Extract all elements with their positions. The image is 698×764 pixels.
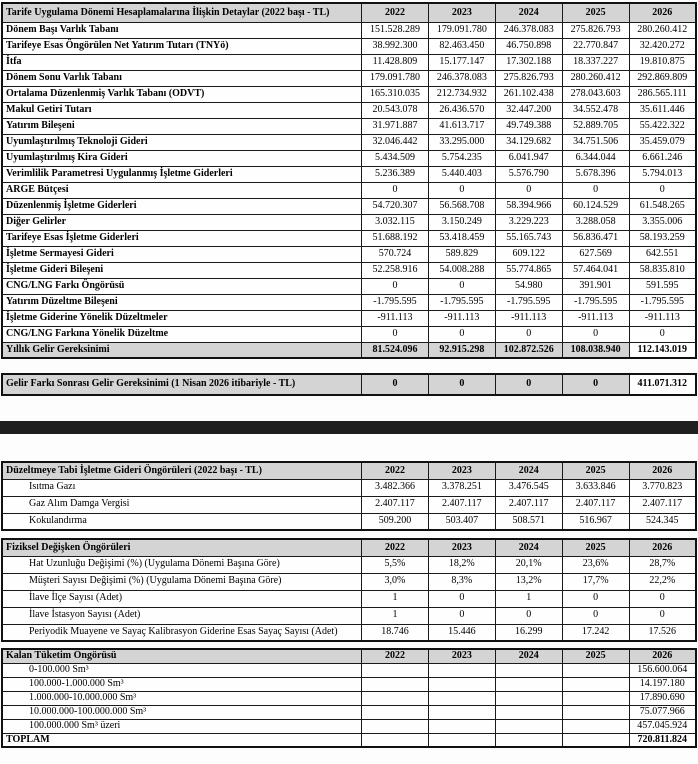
value-cell: 508.571 (495, 513, 562, 530)
value-cell: -1.795.595 (495, 294, 562, 310)
table-row (2, 134, 696, 150)
value-cell: 18.337.227 (562, 54, 629, 70)
value-cell (362, 719, 429, 733)
value-cell: -911.113 (562, 310, 629, 326)
value-cell: 16.299 (495, 624, 562, 641)
value-cell: 516.967 (562, 513, 629, 530)
value-cell: 20,1% (495, 556, 562, 573)
value-cell: 5,5% (362, 556, 429, 573)
value-cell: 31.971.887 (362, 118, 429, 134)
table-row (2, 691, 696, 705)
row-label: Yatırım Bileşeni (2, 118, 362, 134)
value-cell (495, 719, 562, 733)
row-label: Düzenlenmiş İşletme Giderleri (2, 198, 362, 214)
value-cell: -911.113 (629, 310, 696, 326)
year-column-header: 2022 (362, 462, 429, 479)
row-label: Müşteri Sayısı Değişimi (%) (Uygulama Dönemi Başına Göre) (2, 573, 362, 590)
value-cell (428, 719, 495, 733)
row-label: CNG/LNG Farkı Öngörüsü (2, 278, 362, 294)
table-fiziksel-degisken-ongoruleri (1, 538, 697, 642)
value-cell: 57.464.041 (562, 262, 629, 278)
value-cell (428, 691, 495, 705)
table-row (2, 230, 696, 246)
table-row (2, 663, 696, 677)
value-cell: -1.795.595 (629, 294, 696, 310)
value-cell: 14.197.180 (629, 677, 696, 691)
value-cell: 0 (562, 326, 629, 342)
value-cell: -1.795.595 (562, 294, 629, 310)
value-cell: 61.548.265 (629, 198, 696, 214)
value-cell (562, 733, 629, 747)
table-row (2, 118, 696, 134)
row-label: Dönem Başı Varlık Tabanı (2, 22, 362, 38)
row-label: ARGE Bütçesi (2, 182, 362, 198)
row-label: Gaz Alım Damga Vergisi (2, 496, 362, 513)
value-cell: 22,2% (629, 573, 696, 590)
value-cell: 58.394.966 (495, 198, 562, 214)
value-cell (495, 663, 562, 677)
table-header-row (2, 649, 696, 663)
year-column-header: 2024 (495, 3, 562, 22)
value-cell: 570.724 (362, 246, 429, 262)
value-cell (362, 677, 429, 691)
value-cell (428, 705, 495, 719)
value-cell: 1 (362, 607, 429, 624)
value-cell (562, 705, 629, 719)
row-label: 10.000.000-100.000.000 Sm³ (2, 705, 362, 719)
value-cell: 0 (495, 326, 562, 342)
value-cell: 3.150.249 (428, 214, 495, 230)
year-column-header: 2024 (495, 462, 562, 479)
row-label: Tarifeye Esas İşletme Giderleri (2, 230, 362, 246)
table-gelir-farki-sonrasi-gelir-gereksinimi (1, 373, 697, 396)
section-divider-bar (0, 421, 698, 434)
table-row (2, 86, 696, 102)
value-cell: 278.043.603 (562, 86, 629, 102)
value-cell: 55.422.322 (629, 118, 696, 134)
value-cell (495, 733, 562, 747)
table-row (2, 677, 696, 691)
value-cell: 33.295.000 (428, 134, 495, 150)
table-row (2, 607, 696, 624)
table-row (2, 719, 696, 733)
value-cell: 22.770.847 (562, 38, 629, 54)
table-row (2, 246, 696, 262)
row-label: Kokulandırma (2, 513, 362, 530)
row-label: Yatırım Düzeltme Bileşeni (2, 294, 362, 310)
value-cell: 54.008.288 (428, 262, 495, 278)
value-cell: 34.552.478 (562, 102, 629, 118)
table-row (2, 38, 696, 54)
value-cell: 151.528.289 (362, 22, 429, 38)
row-label: Tarifeye Esas Öngörülen Net Yatırım Tutarı (TNYö) (2, 38, 362, 54)
value-cell: 5.576.790 (495, 166, 562, 182)
row-label: Uyumlaştırılmış Kira Gideri (2, 150, 362, 166)
value-cell: -911.113 (362, 310, 429, 326)
value-cell: 642.551 (629, 246, 696, 262)
value-cell: 8,3% (428, 573, 495, 590)
row-label: Yıllık Gelir Gereksinimi (2, 342, 362, 358)
year-column-header: 2026 (629, 539, 696, 556)
value-cell: 55.165.743 (495, 230, 562, 246)
year-column-header: 2024 (495, 539, 562, 556)
value-cell: 3.633.846 (562, 479, 629, 496)
table-kalan-tuketim-ongorusu (1, 648, 697, 748)
row-label: Gelir Farkı Sonrası Gelir Gereksinimi (1 Nisan 2026 itibariyle - TL) (2, 374, 362, 395)
table-row (2, 150, 696, 166)
table-row (2, 166, 696, 182)
value-cell (362, 733, 429, 747)
value-cell: 112.143.019 (629, 342, 696, 358)
value-cell: 3.229.223 (495, 214, 562, 230)
value-cell: 0 (362, 278, 429, 294)
value-cell: 5.678.396 (562, 166, 629, 182)
row-label: İşletme Sermayesi Gideri (2, 246, 362, 262)
value-cell: 55.774.865 (495, 262, 562, 278)
year-column-header: 2023 (428, 3, 495, 22)
value-cell: 6.661.246 (629, 150, 696, 166)
value-cell: 509.200 (362, 513, 429, 530)
value-cell (495, 691, 562, 705)
value-cell: 627.569 (562, 246, 629, 262)
value-cell: 179.091.780 (428, 22, 495, 38)
value-cell: 280.260.412 (562, 70, 629, 86)
value-cell: 52.889.705 (562, 118, 629, 134)
row-label: 100.000.000 Sm³ üzeri (2, 719, 362, 733)
value-cell: 165.310.035 (362, 86, 429, 102)
value-cell: 156.600.064 (629, 663, 696, 677)
value-cell: 0 (428, 326, 495, 342)
value-cell: 280.260.412 (629, 22, 696, 38)
value-cell: 17.302.188 (495, 54, 562, 70)
value-cell: 0 (629, 590, 696, 607)
year-column-header: 2023 (428, 539, 495, 556)
value-cell: 0 (428, 607, 495, 624)
value-cell: 58.835.810 (629, 262, 696, 278)
value-cell: 0 (428, 590, 495, 607)
value-cell: 35.459.079 (629, 134, 696, 150)
value-cell: 0 (629, 326, 696, 342)
row-label: CNG/LNG Farkına Yönelik Düzeltme (2, 326, 362, 342)
table-title: Düzeltmeye Tabi İşletme Gideri Öngörüleri (2022 başı - TL) (2, 462, 362, 479)
table-row (2, 54, 696, 70)
value-cell: 32.420.272 (629, 38, 696, 54)
value-cell: 46.750.898 (495, 38, 562, 54)
value-cell: 591.595 (629, 278, 696, 294)
value-cell: 1 (362, 590, 429, 607)
value-cell: 35.611.446 (629, 102, 696, 118)
value-cell: 0 (495, 607, 562, 624)
value-cell: 19.810.875 (629, 54, 696, 70)
table-row (2, 733, 696, 747)
value-cell (428, 733, 495, 747)
table-row (2, 310, 696, 326)
value-cell (495, 705, 562, 719)
year-column-header: 2026 (629, 3, 696, 22)
value-cell: 75.077.966 (629, 705, 696, 719)
value-cell: 92.915.298 (428, 342, 495, 358)
value-cell: 49.749.388 (495, 118, 562, 134)
row-label: İtfa (2, 54, 362, 70)
value-cell: 3.770.823 (629, 479, 696, 496)
year-column-header: 2022 (362, 3, 429, 22)
value-cell: 13,2% (495, 573, 562, 590)
value-cell: 0 (428, 374, 495, 395)
row-label: İşletme Gideri Bileşeni (2, 262, 362, 278)
value-cell: 17.890.690 (629, 691, 696, 705)
value-cell: 212.734.932 (428, 86, 495, 102)
value-cell: 11.428.809 (362, 54, 429, 70)
value-cell: 3.032.115 (362, 214, 429, 230)
value-cell: 5.236.389 (362, 166, 429, 182)
value-cell: 0 (562, 182, 629, 198)
value-cell: -1.795.595 (428, 294, 495, 310)
value-cell: 179.091.780 (362, 70, 429, 86)
value-cell: 0 (362, 374, 429, 395)
value-cell: 53.418.459 (428, 230, 495, 246)
value-cell: 3.288.058 (562, 214, 629, 230)
value-cell: 102.872.526 (495, 342, 562, 358)
value-cell: 3,0% (362, 573, 429, 590)
year-column-header: 2023 (428, 462, 495, 479)
value-cell: 0 (562, 374, 629, 395)
value-cell: 17,7% (562, 573, 629, 590)
value-cell: 609.122 (495, 246, 562, 262)
value-cell: 2.407.117 (562, 496, 629, 513)
row-label: 100.000-1.000.000 Sm³ (2, 677, 362, 691)
value-cell: 0 (495, 182, 562, 198)
value-cell: 15.446 (428, 624, 495, 641)
value-cell: 32.046.442 (362, 134, 429, 150)
value-cell: 56.836.471 (562, 230, 629, 246)
value-cell: 2.407.117 (428, 496, 495, 513)
value-cell: 275.826.793 (495, 70, 562, 86)
row-label: Isıtma Gazı (2, 479, 362, 496)
row-label: Hat Uzunluğu Değişimi (%) (Uygulama Dönemi Başına Göre) (2, 556, 362, 573)
year-column-header: 2025 (562, 649, 629, 663)
value-cell: 5.434.509 (362, 150, 429, 166)
value-cell: 292.869.809 (629, 70, 696, 86)
value-cell: 54.980 (495, 278, 562, 294)
table-row (2, 214, 696, 230)
value-cell: 391.901 (562, 278, 629, 294)
table-header-row (2, 462, 696, 479)
value-cell: 52.258.916 (362, 262, 429, 278)
value-cell (362, 663, 429, 677)
value-cell (562, 691, 629, 705)
value-cell: 20.543.078 (362, 102, 429, 118)
value-cell: 51.688.192 (362, 230, 429, 246)
value-cell: 108.038.940 (562, 342, 629, 358)
table-row (2, 262, 696, 278)
row-label: Ortalama Düzenlenmiş Varlık Tabanı (ODVT) (2, 86, 362, 102)
value-cell: 0 (362, 326, 429, 342)
value-cell: 720.811.824 (629, 733, 696, 747)
value-cell: 41.613.717 (428, 118, 495, 134)
table-duzeltmeye-tabi-isletme-gideri-ongoruleri (1, 461, 697, 531)
value-cell: 246.378.083 (428, 70, 495, 86)
value-cell: 3.476.545 (495, 479, 562, 496)
table-row (2, 479, 696, 496)
value-cell: 58.193.259 (629, 230, 696, 246)
value-cell: 0 (629, 182, 696, 198)
table-header-row (2, 3, 696, 22)
value-cell: 32.447.200 (495, 102, 562, 118)
table-title: Tarife Uygulama Dönemi Hesaplamalarına İlişkin Detaylar (2022 başı - TL) (2, 3, 362, 22)
table-row (2, 342, 696, 358)
value-cell (562, 663, 629, 677)
value-cell (495, 677, 562, 691)
value-cell: 589.829 (428, 246, 495, 262)
year-column-header: 2026 (629, 462, 696, 479)
table-row (2, 374, 696, 395)
table-row (2, 496, 696, 513)
row-label: Diğer Gelirler (2, 214, 362, 230)
value-cell (362, 691, 429, 705)
row-label: İlave İlçe Sayısı (Adet) (2, 590, 362, 607)
table-row (2, 513, 696, 530)
value-cell (562, 677, 629, 691)
year-column-header: 2026 (629, 649, 696, 663)
value-cell: 0 (629, 607, 696, 624)
value-cell: 6.344.044 (562, 150, 629, 166)
value-cell: 457.045.924 (629, 719, 696, 733)
value-cell: 82.463.450 (428, 38, 495, 54)
table-row (2, 70, 696, 86)
value-cell: 26.436.570 (428, 102, 495, 118)
table-row (2, 326, 696, 342)
row-label: Dönem Sonu Varlık Tabanı (2, 70, 362, 86)
value-cell: 286.565.111 (629, 86, 696, 102)
value-cell (428, 663, 495, 677)
row-label: TOPLAM (2, 733, 362, 747)
table-title: Kalan Tüketim Öngörüsü (2, 649, 362, 663)
year-column-header: 2023 (428, 649, 495, 663)
value-cell: 6.041.947 (495, 150, 562, 166)
year-column-header: 2024 (495, 649, 562, 663)
value-cell: 34.129.682 (495, 134, 562, 150)
value-cell: 261.102.438 (495, 86, 562, 102)
table-header-row (2, 539, 696, 556)
value-cell: 38.992.300 (362, 38, 429, 54)
value-cell: 246.378.083 (495, 22, 562, 38)
value-cell: 34.751.506 (562, 134, 629, 150)
value-cell: 0 (495, 374, 562, 395)
year-column-header: 2022 (362, 649, 429, 663)
value-cell (428, 677, 495, 691)
value-cell: 3.378.251 (428, 479, 495, 496)
value-cell: 23,6% (562, 556, 629, 573)
table-row (2, 573, 696, 590)
value-cell: 17.526 (629, 624, 696, 641)
value-cell: 2.407.117 (495, 496, 562, 513)
value-cell: -911.113 (495, 310, 562, 326)
row-label: Periyodik Muayene ve Sayaç Kalibrasyon Giderine Esas Sayaç Sayısı (Adet) (2, 624, 362, 641)
value-cell: 18.746 (362, 624, 429, 641)
value-cell: 28,7% (629, 556, 696, 573)
value-cell: 0 (428, 278, 495, 294)
row-label: Uyumlaştırılmış Teknoloji Gideri (2, 134, 362, 150)
value-cell: 54.720.307 (362, 198, 429, 214)
row-label: 0-100.000 Sm³ (2, 663, 362, 677)
table-row (2, 590, 696, 607)
table-row (2, 278, 696, 294)
value-cell: 5.754.235 (428, 150, 495, 166)
value-cell: 15.177.147 (428, 54, 495, 70)
value-cell (562, 719, 629, 733)
value-cell (362, 705, 429, 719)
row-label: İlave İstasyon Sayısı (Adet) (2, 607, 362, 624)
value-cell: 60.124.529 (562, 198, 629, 214)
row-label: Verimlilik Parametresi Uygulanmış İşletme Giderleri (2, 166, 362, 182)
table-row (2, 705, 696, 719)
document-page (0, 2, 698, 764)
row-label: 1.000.000-10.000.000 Sm³ (2, 691, 362, 705)
table-row (2, 294, 696, 310)
value-cell: 18,2% (428, 556, 495, 573)
value-cell: 2.407.117 (629, 496, 696, 513)
value-cell: 3.355.006 (629, 214, 696, 230)
table-title: Fiziksel Değişken Öngörüleri (2, 539, 362, 556)
value-cell: 5.794.013 (629, 166, 696, 182)
year-column-header: 2025 (562, 539, 629, 556)
table-tarife-uygulama-donemi-hesaplamalari (1, 2, 697, 359)
value-cell: 3.482.366 (362, 479, 429, 496)
value-cell: 275.826.793 (562, 22, 629, 38)
value-cell: 524.345 (629, 513, 696, 530)
value-cell: 2.407.117 (362, 496, 429, 513)
table-row (2, 556, 696, 573)
table-row (2, 182, 696, 198)
value-cell: 5.440.403 (428, 166, 495, 182)
table-row (2, 624, 696, 641)
value-cell: 0 (362, 182, 429, 198)
value-cell: 0 (562, 590, 629, 607)
year-column-header: 2025 (562, 3, 629, 22)
year-column-header: 2022 (362, 539, 429, 556)
value-cell: 0 (428, 182, 495, 198)
row-label: İşletme Giderine Yönelik Düzeltmeler (2, 310, 362, 326)
value-cell: 81.524.096 (362, 342, 429, 358)
value-cell: -1.795.595 (362, 294, 429, 310)
value-cell: -911.113 (428, 310, 495, 326)
value-cell: 0 (562, 607, 629, 624)
year-column-header: 2025 (562, 462, 629, 479)
value-cell: 503.407 (428, 513, 495, 530)
value-cell: 1 (495, 590, 562, 607)
row-label: Makul Getiri Tutarı (2, 102, 362, 118)
table-row (2, 198, 696, 214)
value-cell: 411.071.312 (629, 374, 696, 395)
table-row (2, 22, 696, 38)
value-cell: 56.568.708 (428, 198, 495, 214)
value-cell: 17.242 (562, 624, 629, 641)
table-row (2, 102, 696, 118)
